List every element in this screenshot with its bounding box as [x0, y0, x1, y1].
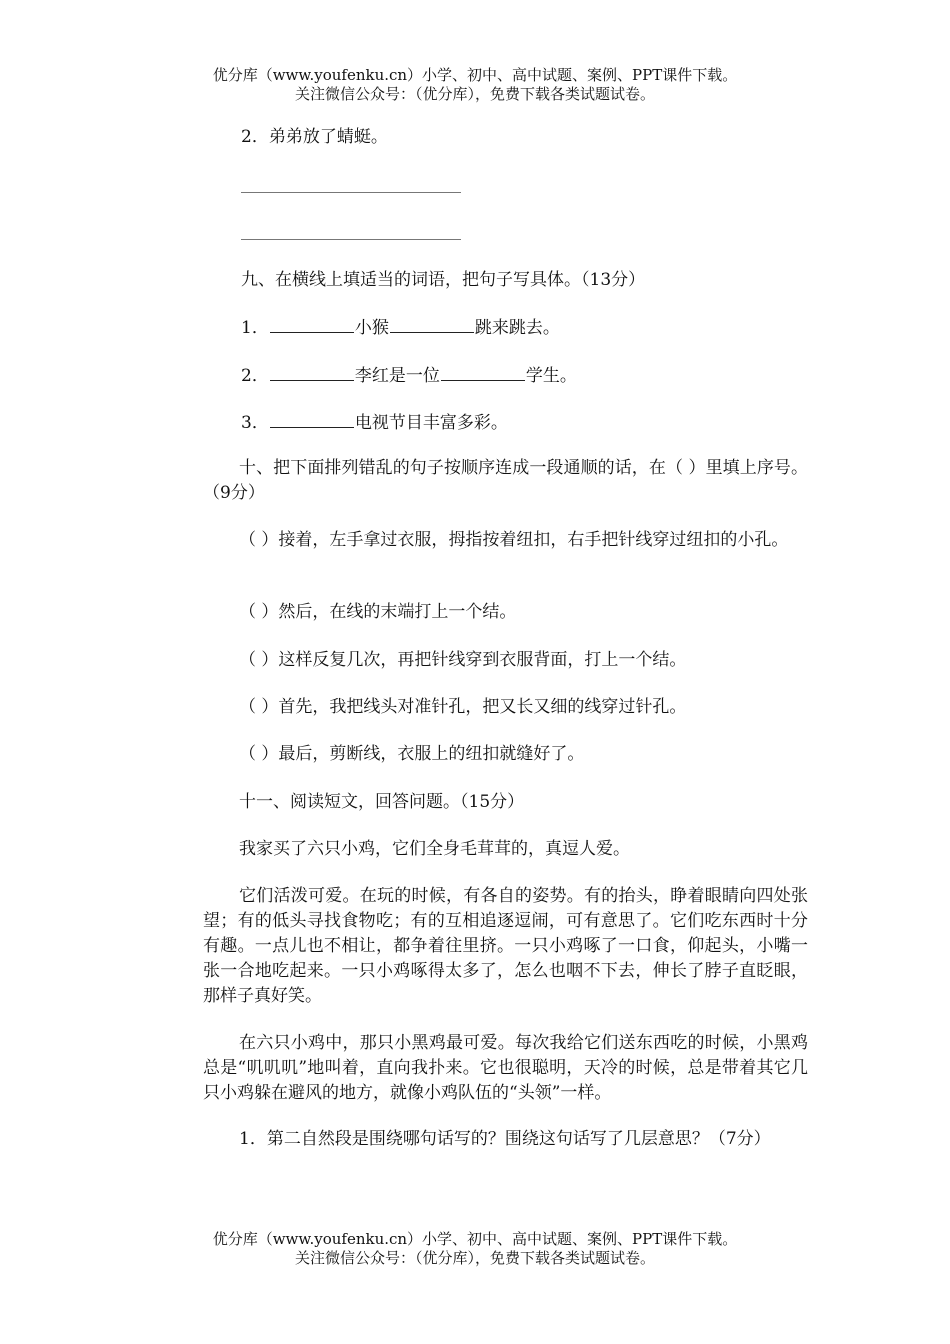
header-line-2: 关注微信公众号：（优分库），免费下载各类试题试卷。	[294, 85, 655, 103]
footer-line-1: 优分库（www.youfenku.cn）小学、初中、高中试题、案例、PPT课件下载。	[212, 1230, 738, 1248]
fill-blank[interactable]	[270, 314, 354, 333]
section-11-title: 十一、阅读短文，回答问题。（15分）	[239, 792, 525, 812]
page-footer	[0, 1230, 950, 1268]
passage-paragraph-3: 在六只小鸡中，那只小黑鸡最可爱。每次我给它们送东西吃的时候，小黑鸡总是“叽叽叽”地叫着，直向我扑来。它也很聪明，天冷的时候，总是带着其它几只小鸡躲在避风的地方，就像小鸡队伍的“头领”一样。	[203, 1033, 808, 1103]
q8-item-2: 2．弟弟放了蜻蜓。	[241, 127, 388, 147]
footer-line-2: 关注微信公众号：（优分库），免费下载各类试题试卷。	[294, 1249, 655, 1267]
section-11-question-1: 1．第二自然段是围绕哪句话写的？围绕这句话写了几层意思？（7分）	[239, 1129, 771, 1149]
section-9-title: 九、在横线上填适当的词语，把句子写具体。（13分）	[241, 270, 646, 290]
page-header-top	[0, 66, 950, 104]
fill-blank[interactable]	[441, 362, 525, 381]
section-10-item-4: （ ）首先，我把线头对准针孔，把又长又细的线穿过针孔。	[239, 697, 687, 717]
section-10-item-3: （ ）这样反复几次，再把针线穿到衣服背面，打上一个结。	[239, 650, 687, 670]
answer-line-1[interactable]	[241, 192, 461, 193]
passage-paragraph-2: 它们活泼可爱。在玩的时候，有各自的姿势。有的抬头，睁着眼睛向四处张望；有的低头寻找食物吃；有的互相追逐逗闹，可有意思了。它们吃东西时十分有趣。一点儿也不相让，都争着往里挤。一只小鸡啄了一口食，仰起头，小嘴一张一合地吃起来。一只小鸡啄得太多了，怎么也咽不下去，伸长了脖子直眨眼，那样子真好笑。	[203, 886, 808, 1006]
item-text-end: 电视节目丰富多彩。	[354, 413, 508, 433]
section-10-item-1: （ ）接着，左手拿过衣服，拇指按着纽扣，右手把针线穿过纽扣的小孔。	[239, 530, 789, 550]
item-text-end: 跳来跳去。	[474, 318, 560, 338]
fill-blank[interactable]	[390, 314, 474, 333]
section-10-title: 十、把下面排列错乱的句子按顺序连成一段通顺的话，在（ ）里填上序号。（9分）	[203, 458, 808, 503]
section-9-item-3	[241, 409, 846, 436]
item-number: 2．	[241, 366, 269, 386]
item-text-mid: 李红是一位	[354, 366, 440, 386]
item-number: 1．	[241, 318, 269, 338]
section-10-item-2: （ ）然后，在线的末端打上一个结。	[239, 602, 517, 622]
item-text-mid: 小猴	[354, 318, 389, 338]
fill-blank[interactable]	[270, 409, 354, 428]
item-number: 3．	[241, 413, 269, 433]
header-line-1: 优分库（www.youfenku.cn）小学、初中、高中试题、案例、PPT课件下载。	[212, 66, 738, 84]
section-10-item-5: （ ）最后，剪断线，衣服上的纽扣就缝好了。	[239, 744, 585, 764]
section-9-item-2	[241, 362, 846, 389]
fill-blank[interactable]	[270, 362, 354, 381]
item-text-end: 学生。	[525, 366, 577, 386]
section-9-item-1	[241, 314, 846, 341]
passage-paragraph-1: 我家买了六只小鸡，它们全身毛茸茸的，真逗人爱。	[239, 839, 630, 859]
answer-line-2[interactable]	[241, 239, 461, 240]
